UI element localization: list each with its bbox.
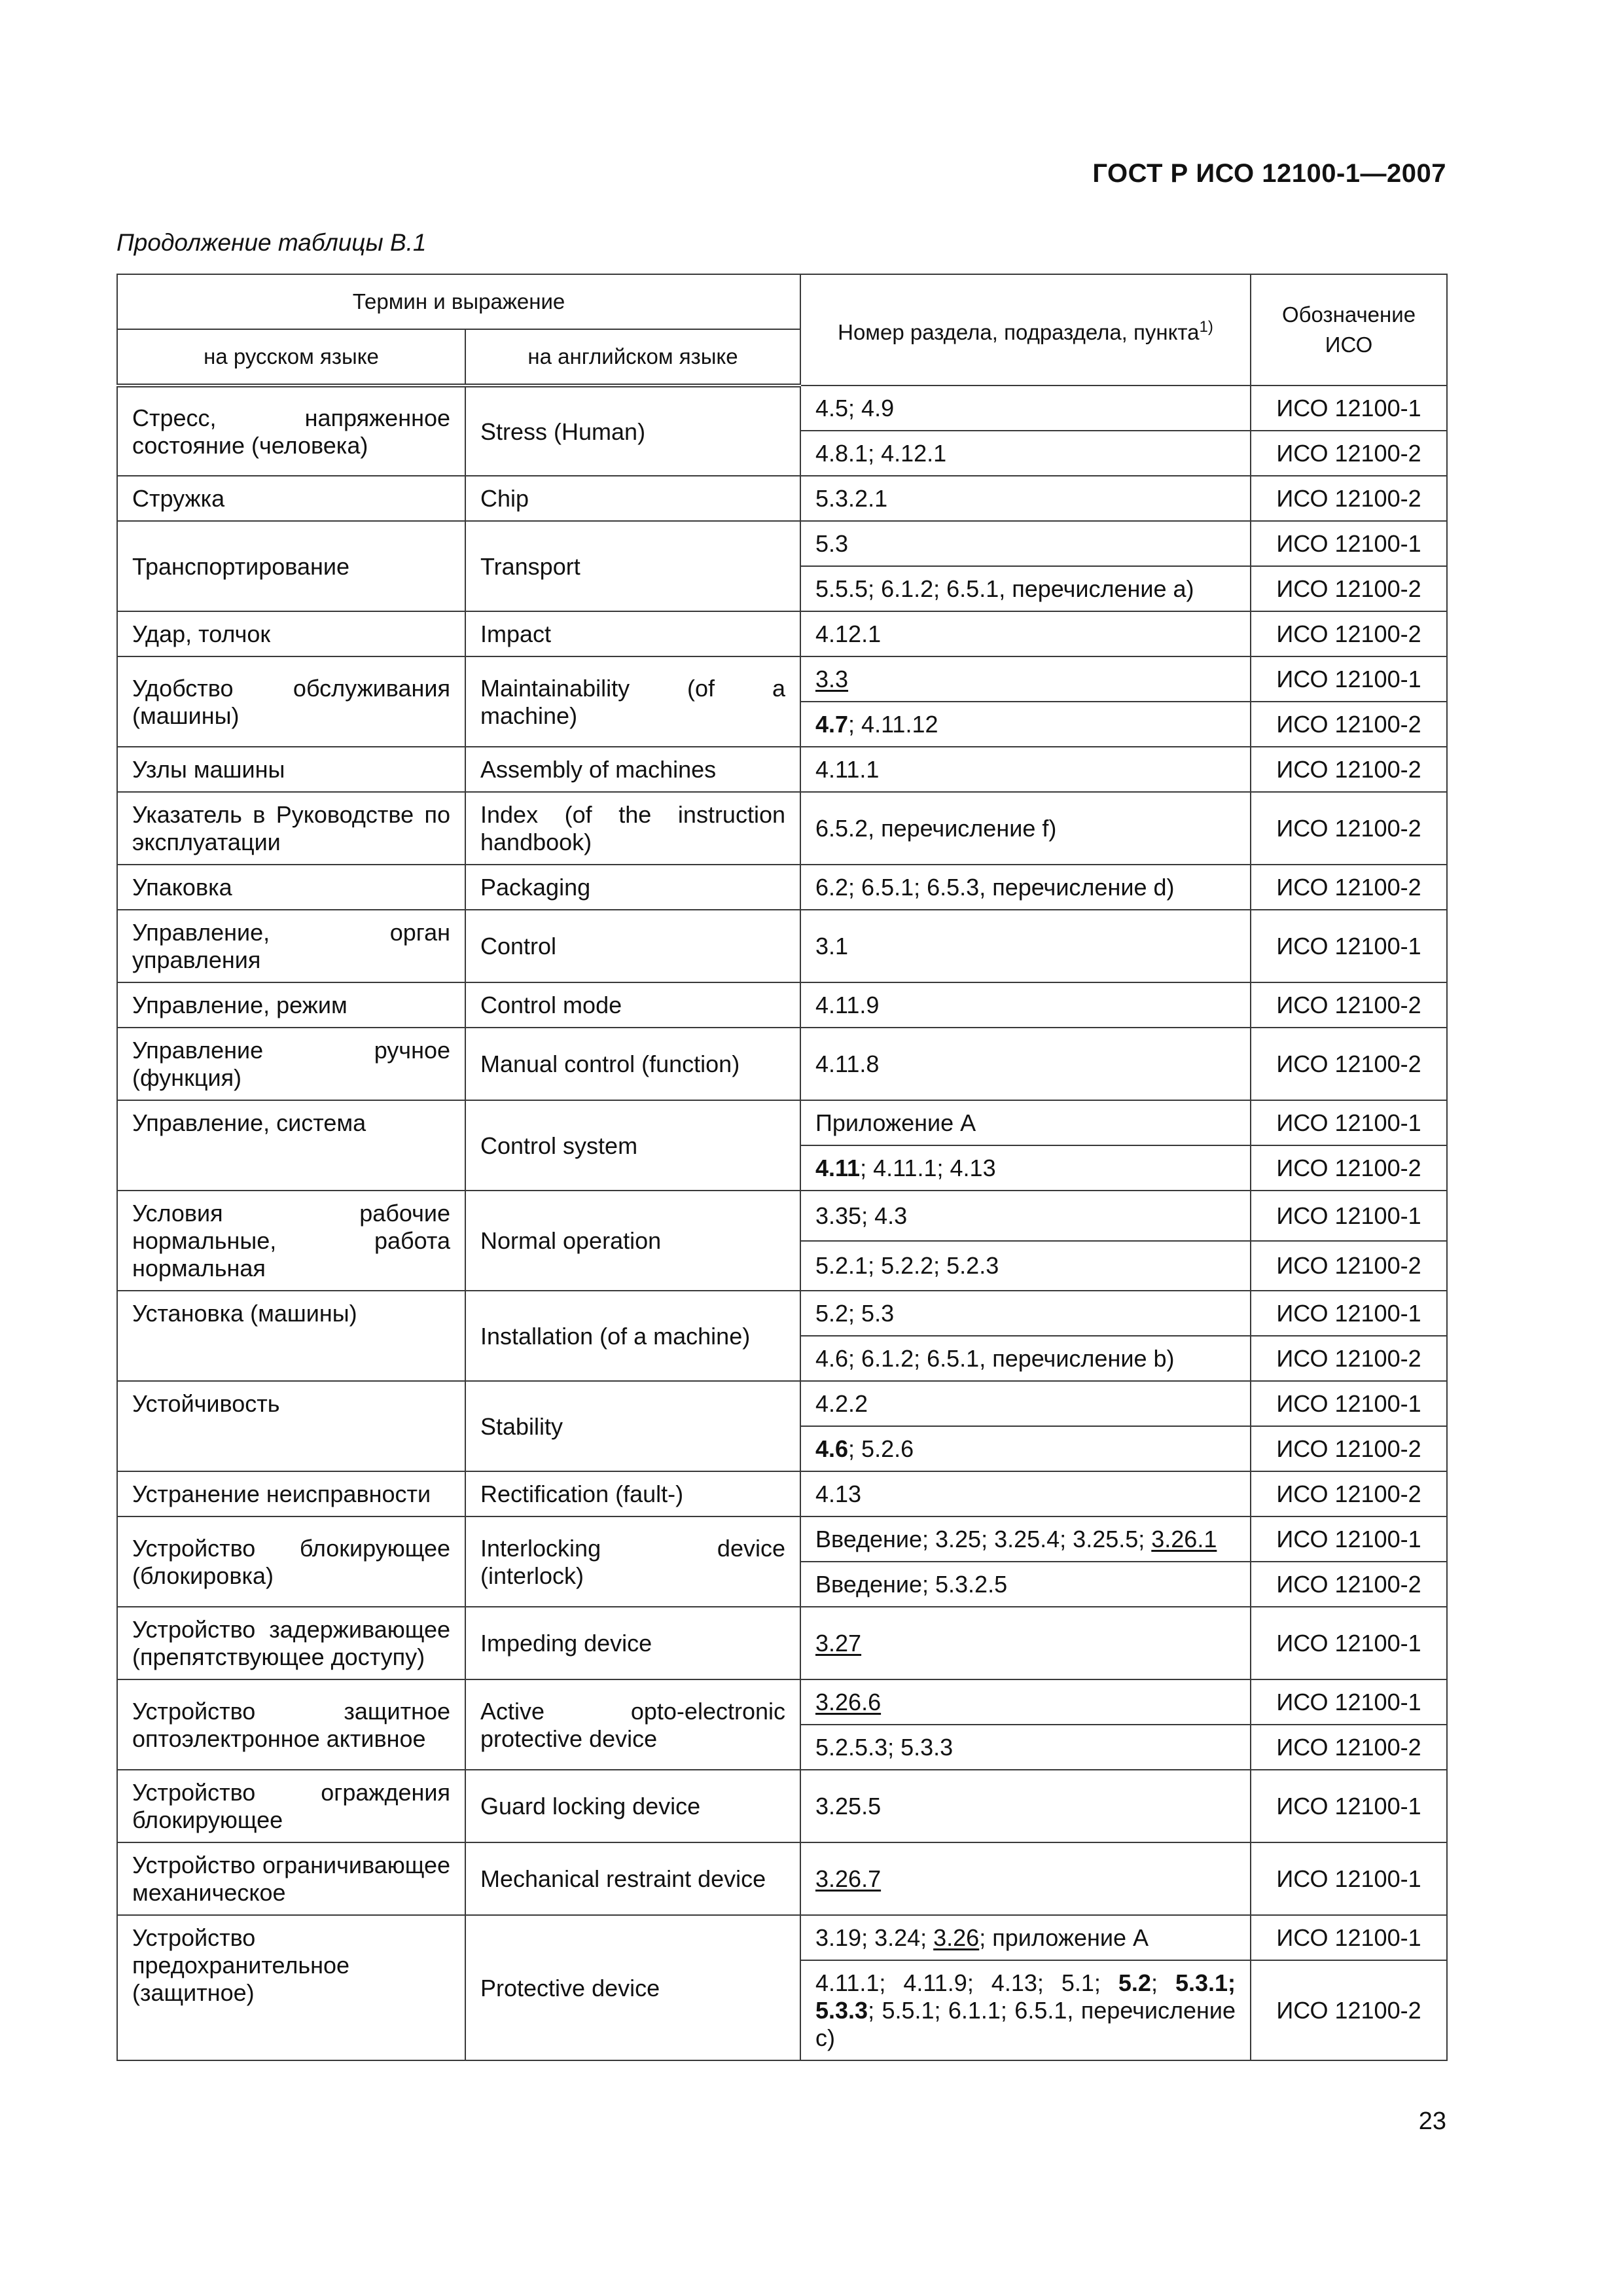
table-row xyxy=(117,1607,1447,1679)
section-ref-part: ; 5.5.1; 6.1.1; 6.5.1, перечисление с) xyxy=(815,1997,1236,2051)
section-ref xyxy=(800,1842,1251,1915)
iso-designation: ИСО 12100-2 xyxy=(1251,1426,1447,1471)
section-ref xyxy=(800,1725,1251,1770)
section-ref-part: 4.12.1 xyxy=(815,620,882,647)
english-term: Interlocking device (interlock) xyxy=(465,1516,800,1607)
english-term: Impeding device xyxy=(465,1607,800,1679)
english-term: Normal operation xyxy=(465,1191,800,1291)
section-ref-part: 4.6; 6.1.2; 6.5.1, перечисление b) xyxy=(815,1345,1175,1372)
iso-designation: ИСО 12100-2 xyxy=(1251,865,1447,910)
iso-designation: ИСО 12100-2 xyxy=(1251,792,1447,865)
english-term: Mechanical restraint device xyxy=(465,1842,800,1915)
section-ref-part: Введение; 3.25; 3.25.4; 3.25.5; xyxy=(815,1526,1152,1552)
table-row xyxy=(117,1915,1447,1960)
section-ref-part: 3.27 xyxy=(815,1630,862,1657)
english-term: Control mode xyxy=(465,982,800,1028)
section-ref xyxy=(800,566,1251,611)
russian-term: Удар, толчок xyxy=(117,611,465,656)
table-row xyxy=(117,476,1447,521)
page-number: 23 xyxy=(1418,2108,1446,2135)
iso-designation: ИСО 12100-1 xyxy=(1251,1915,1447,1960)
table-row xyxy=(117,1100,1447,1145)
section-ref-part: 3.25.5 xyxy=(815,1793,882,1820)
table-row xyxy=(117,656,1447,702)
section-ref xyxy=(800,1516,1251,1562)
russian-term: Устройство предохранительное (защитное) xyxy=(117,1915,465,2060)
section-ref-part: 4.2.2 xyxy=(815,1390,868,1417)
section-ref-part: 5.2.1; 5.2.2; 5.2.3 xyxy=(815,1252,999,1280)
english-term: Impact xyxy=(465,611,800,656)
section-ref xyxy=(800,702,1251,747)
russian-term: Устройство блокирующее (блокировка) xyxy=(117,1516,465,1607)
table-caption: Продолжение таблицы В.1 xyxy=(116,229,427,256)
iso-designation: ИСО 12100-1 xyxy=(1251,656,1447,702)
english-term: Stability xyxy=(465,1381,800,1471)
russian-term: Управление ручное (функция) xyxy=(117,1028,465,1100)
iso-designation: ИСО 12100-1 xyxy=(1251,1191,1447,1241)
section-ref-part: 3.3 xyxy=(815,666,849,692)
russian-term: Управление, режим xyxy=(117,982,465,1028)
russian-term: Устройство задерживающее (препятствующее доступу) xyxy=(117,1607,465,1679)
russian-header: на русском языке xyxy=(117,329,465,386)
russian-term: Стружка xyxy=(117,476,465,521)
section-header xyxy=(800,274,1251,386)
iso-designation: ИСО 12100-1 xyxy=(1251,910,1447,982)
table-row xyxy=(117,1381,1447,1426)
section-ref xyxy=(800,1679,1251,1725)
english-term: Assembly of machines xyxy=(465,747,800,792)
section-ref xyxy=(800,1960,1251,2060)
section-ref xyxy=(800,1241,1251,1291)
section-ref-part: 3.26.1 xyxy=(1151,1526,1217,1552)
section-ref-part: 4.13 xyxy=(815,1480,862,1507)
iso-designation: ИСО 12100-2 xyxy=(1251,476,1447,521)
section-ref-part: 5.2.5.3; 5.3.3 xyxy=(815,1734,954,1761)
iso-designation: ИСО 12100-2 xyxy=(1251,1725,1447,1770)
section-ref-part: 4.11.1; 4.11.9; 4.13; 5.1; xyxy=(815,1969,1118,1996)
iso-designation: ИСО 12100-1 xyxy=(1251,1516,1447,1562)
section-ref-part: 4.11 xyxy=(815,1155,861,1181)
iso-designation: ИСО 12100-2 xyxy=(1251,1471,1447,1516)
section-ref xyxy=(800,792,1251,865)
iso-designation: ИСО 12100-1 xyxy=(1251,1679,1447,1725)
section-ref-part: 4.11.8 xyxy=(815,1050,880,1077)
section-ref-part: 5.5.5; 6.1.2; 6.5.1, перечисление а) xyxy=(815,575,1194,602)
russian-term: Транспортирование xyxy=(117,521,465,611)
section-ref xyxy=(800,865,1251,910)
russian-term: Условия рабочие нормальные, работа нормальная xyxy=(117,1191,465,1291)
iso-designation: ИСО 12100-1 xyxy=(1251,386,1447,431)
english-term: Control system xyxy=(465,1100,800,1191)
section-ref xyxy=(800,656,1251,702)
table-body xyxy=(117,386,1447,2060)
section-ref-part: 3.35; 4.3 xyxy=(815,1202,908,1229)
iso-designation: ИСО 12100-1 xyxy=(1251,1381,1447,1426)
section-ref-part: ; 5.2.6 xyxy=(848,1435,914,1462)
table-row xyxy=(117,910,1447,982)
table-row xyxy=(117,982,1447,1028)
section-ref-part: 3.26 xyxy=(933,1924,980,1951)
iso-header: Обозначение ИСО xyxy=(1251,274,1447,386)
section-footnote-mark: 1) xyxy=(1199,318,1213,336)
section-ref-part: 6.5.2, перечисление f) xyxy=(815,815,1057,842)
russian-term: Управление, орган управления xyxy=(117,910,465,982)
section-ref xyxy=(800,521,1251,566)
english-term: Rectification (fault-) xyxy=(465,1471,800,1516)
iso-designation: ИСО 12100-2 xyxy=(1251,702,1447,747)
english-term: Packaging xyxy=(465,865,800,910)
section-ref xyxy=(800,476,1251,521)
russian-term: Установка (машины) xyxy=(117,1291,465,1381)
section-ref-part: 5.3 xyxy=(815,530,849,557)
iso-designation: ИСО 12100-2 xyxy=(1251,1028,1447,1100)
section-ref xyxy=(800,1607,1251,1679)
russian-term: Устройство защитное оптоэлектронное активное xyxy=(117,1679,465,1770)
section-ref-part: 6.2; 6.5.1; 6.5.3, перечисление d) xyxy=(815,874,1175,901)
iso-designation: ИСО 12100-1 xyxy=(1251,1842,1447,1915)
table-row xyxy=(117,1770,1447,1842)
section-ref xyxy=(800,1770,1251,1842)
section-ref-part: 4.11.1 xyxy=(815,756,880,783)
table-row xyxy=(117,865,1447,910)
english-term: Installation (of a machine) xyxy=(465,1291,800,1381)
section-ref-part: ; 4.11.1; 4.13 xyxy=(860,1155,996,1181)
iso-designation: ИСО 12100-1 xyxy=(1251,521,1447,566)
section-ref-part: Введение; 5.3.2.5 xyxy=(815,1571,1008,1598)
table-row xyxy=(117,1471,1447,1516)
section-ref xyxy=(800,431,1251,476)
russian-term: Управление, система xyxy=(117,1100,465,1191)
iso-designation: ИСО 12100-1 xyxy=(1251,1291,1447,1336)
section-ref xyxy=(800,1426,1251,1471)
english-term: Active opto-electronic protective device xyxy=(465,1679,800,1770)
section-ref-part: 4.8.1; 4.12.1 xyxy=(815,440,947,467)
table-row xyxy=(117,386,1447,431)
table-row xyxy=(117,1028,1447,1100)
iso-designation: ИСО 12100-2 xyxy=(1251,1336,1447,1381)
russian-term: Устройство ограждения блокирующее xyxy=(117,1770,465,1842)
section-ref xyxy=(800,1915,1251,1960)
section-ref-part: ; xyxy=(1150,1969,1175,1996)
section-ref-part: 3.19; 3.24; xyxy=(815,1924,934,1951)
section-ref-part: ; 4.11.12 xyxy=(848,711,938,738)
table-row xyxy=(117,1516,1447,1562)
english-term: Stress (Human) xyxy=(465,386,800,476)
section-ref-part: 4.5; 4.9 xyxy=(815,395,895,422)
section-ref-part: 5.3.1; 5.3.3 xyxy=(815,1969,1236,2024)
iso-designation: ИСО 12100-2 xyxy=(1251,1145,1447,1191)
section-ref xyxy=(800,1145,1251,1191)
section-ref-part: 3.26.7 xyxy=(815,1865,882,1892)
english-term: Chip xyxy=(465,476,800,521)
table-row xyxy=(117,611,1447,656)
iso-designation: ИСО 12100-2 xyxy=(1251,1241,1447,1291)
table-row xyxy=(117,1191,1447,1241)
document-header: ГОСТ Р ИСО 12100-1—2007 xyxy=(1092,159,1446,188)
russian-term: Указатель в Руководстве по эксплуатации xyxy=(117,792,465,865)
english-term: Manual control (function) xyxy=(465,1028,800,1100)
table-row xyxy=(117,521,1447,566)
english-term: Protective device xyxy=(465,1915,800,2060)
iso-designation: ИСО 12100-2 xyxy=(1251,566,1447,611)
section-ref-part: 5.2 xyxy=(1118,1969,1151,1996)
section-ref-part: 4.11.9 xyxy=(815,992,880,1018)
iso-designation: ИСО 12100-1 xyxy=(1251,1770,1447,1842)
english-term: Control xyxy=(465,910,800,982)
russian-term: Упаковка xyxy=(117,865,465,910)
english-term: Maintainability (of a machine) xyxy=(465,656,800,747)
russian-term: Удобство обслуживания (машины) xyxy=(117,656,465,747)
english-term: Index (of the instruction handbook) xyxy=(465,792,800,865)
english-header: на английском языке xyxy=(465,329,800,386)
section-ref xyxy=(800,1562,1251,1607)
section-ref-part: 4.7 xyxy=(815,711,849,738)
table-row xyxy=(117,1291,1447,1336)
section-ref xyxy=(800,1191,1251,1241)
section-ref xyxy=(800,910,1251,982)
table-row xyxy=(117,747,1447,792)
header-row xyxy=(117,274,1447,329)
section-ref xyxy=(800,1381,1251,1426)
section-ref xyxy=(800,747,1251,792)
russian-term: Устройство ограничивающее механическое xyxy=(117,1842,465,1915)
section-ref xyxy=(800,982,1251,1028)
russian-term: Устойчивость xyxy=(117,1381,465,1471)
english-term: Transport xyxy=(465,521,800,611)
section-ref xyxy=(800,1028,1251,1100)
iso-designation: ИСО 12100-2 xyxy=(1251,1562,1447,1607)
iso-designation: ИСО 12100-1 xyxy=(1251,1607,1447,1679)
table-row xyxy=(117,1679,1447,1725)
section-ref xyxy=(800,611,1251,656)
section-ref-part: 3.26.6 xyxy=(815,1689,882,1715)
russian-term: Узлы машины xyxy=(117,747,465,792)
table-row xyxy=(117,1842,1447,1915)
section-ref-part: 5.3.2.1 xyxy=(815,485,888,512)
russian-term: Устранение неисправности xyxy=(117,1471,465,1516)
iso-designation: ИСО 12100-2 xyxy=(1251,747,1447,792)
iso-designation: ИСО 12100-2 xyxy=(1251,982,1447,1028)
section-header-label: Номер раздела, подраздела, пункта xyxy=(838,320,1200,344)
section-ref xyxy=(800,1100,1251,1145)
iso-designation: ИСО 12100-2 xyxy=(1251,611,1447,656)
section-ref-part: ; приложение А xyxy=(979,1924,1149,1951)
iso-designation: ИСО 12100-1 xyxy=(1251,1100,1447,1145)
english-term: Guard locking device xyxy=(465,1770,800,1842)
term-group-header: Термин и выражение xyxy=(117,274,800,329)
section-ref xyxy=(800,1291,1251,1336)
section-ref xyxy=(800,1471,1251,1516)
russian-term: Стресс, напряженное состояние (человека) xyxy=(117,386,465,476)
table-row xyxy=(117,792,1447,865)
section-ref-part: 4.6 xyxy=(815,1435,849,1462)
iso-designation: ИСО 12100-2 xyxy=(1251,1960,1447,2060)
section-ref xyxy=(800,386,1251,431)
iso-designation: ИСО 12100-2 xyxy=(1251,431,1447,476)
section-ref-part: Приложение А xyxy=(815,1109,976,1136)
section-ref xyxy=(800,1336,1251,1381)
section-ref-part: 5.2; 5.3 xyxy=(815,1300,895,1327)
section-ref-part: 3.1 xyxy=(815,933,849,960)
terms-table xyxy=(116,274,1448,2061)
